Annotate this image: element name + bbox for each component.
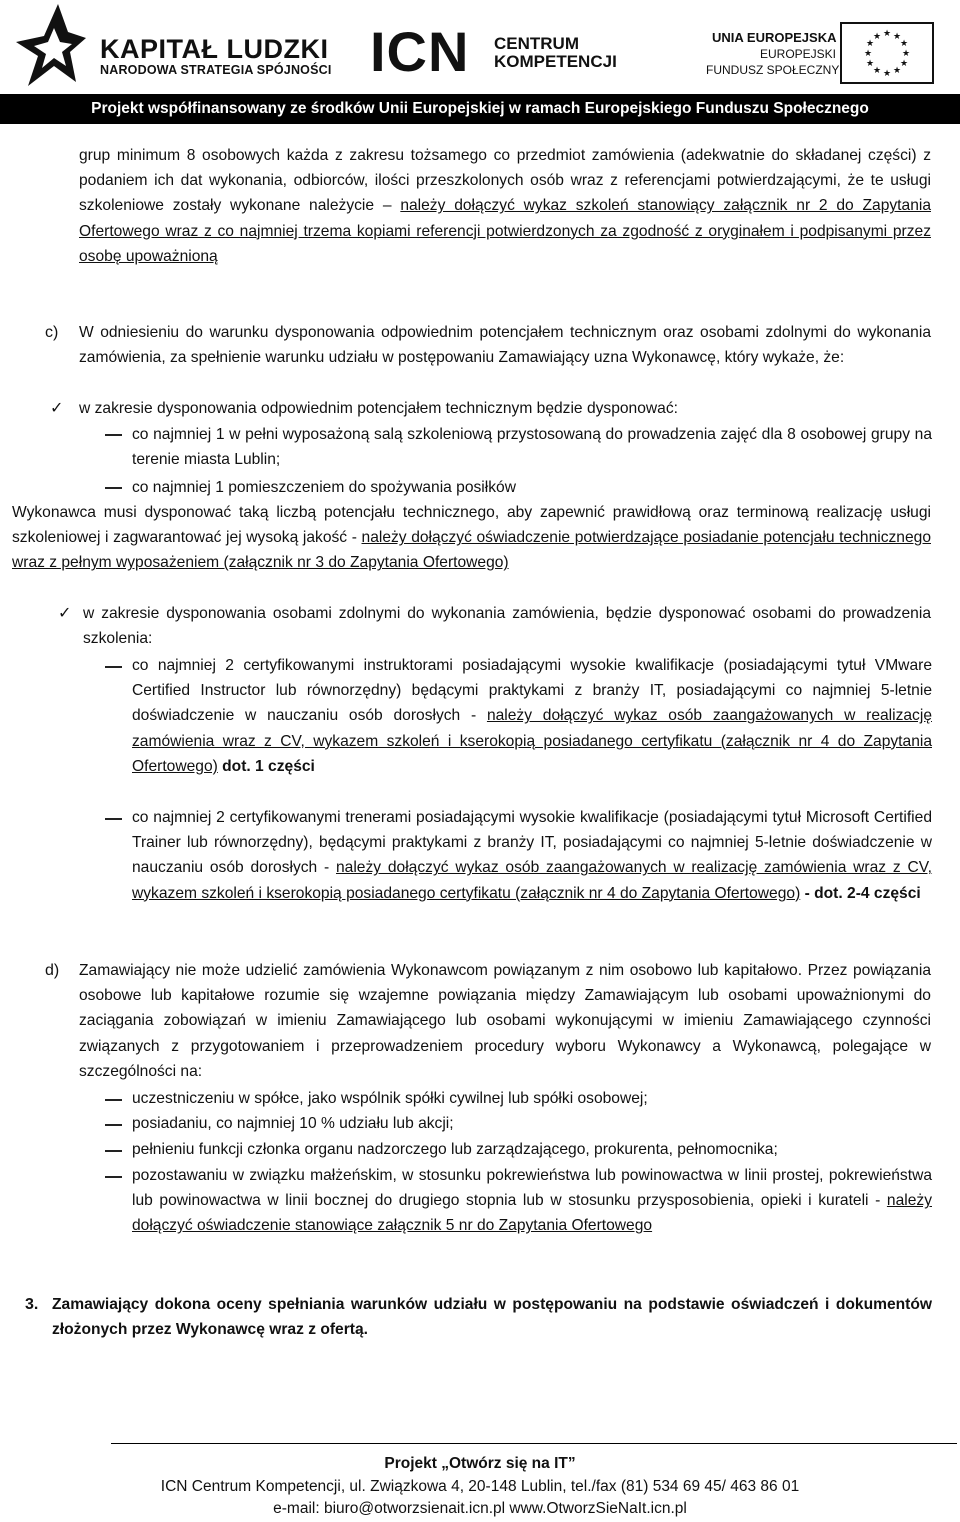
wykonawca-text: Wykonawca musi dysponować taką liczbą potencjału technicznego, aby zapewnić prawidłową oraz terminową realizację usługi szkoleniowej i zagwarantować jej wysoką jakość - <box>12 504 931 547</box>
trainers-requirement: należy dołączyć wykaz osób zaangażowanych w realizację zamówienia wraz z CV, wykazem szkoleń i kserokopią posiadanego certyfikatu (załącznik nr 4 do Zapytania Ofertowego) <box>132 859 933 902</box>
section-d-text: Zamawiający nie może udzielić zamówienia Wykonawcom powiązanym z nim osobowo lub kapitałowo. Przez powiązania osobowe lub kapitałowe rozumie się wzajemne powiązania między Zamawiającym lub osobami upoważnionymi do zaciągania zobowiązań w imieniu Zamawiającego lub osobami wykonującymi w imieniu Zamawiającego czynności związanych z przygotowaniem i przeprowadzeniem procedury wyboru Wykonawcy a Wykonawcą, polegające w szczególności na: <box>79 962 931 1080</box>
ue-subtitle-2: FUNDUSZ SPOŁECZNY <box>706 63 840 77</box>
svg-text:★: ★ <box>899 59 909 69</box>
dash-icon <box>105 434 122 436</box>
svg-text:★: ★ <box>872 32 882 42</box>
wykonawca-paragraph <box>12 500 931 576</box>
d-item-shares: posiadaniu, co najmniej 10 % udziału lub akcji; <box>132 1115 454 1132</box>
svg-text:★: ★ <box>882 69 892 79</box>
instructors-requirement: należy dołączyć wykaz osób zaangażowanych w realizację zamówienia wraz z CV, wykazem szkoleń i kserokopią posiadanego certyfikatu (załącznik nr 4 do Zapytania Ofertowego) <box>132 707 932 775</box>
d-item-board: pełnieniu funkcji członka organu nadzorczego lub zarządzającego, prokurenta, pełnomocnika; <box>132 1141 778 1158</box>
d-item-partner: uczestniczeniu w spółce, jako wspólnik spółki cywilnej lub spółki osobowej; <box>132 1090 648 1107</box>
trainers-text: co najmniej 2 certyfikowanymi trenerami posiadającymi wysokie kwalifikacje (posiadającymi tytuł Microsoft Certified Trainer lub równorzędny), będącymi praktykami z branży IT, posiadającymi co najmniej 5-letnie doświadczenie w nauczaniu osób dorosłych - <box>132 809 932 877</box>
dash-icon <box>105 1176 122 1178</box>
eu-flag-icon <box>840 22 934 84</box>
svg-text:★: ★ <box>901 49 911 59</box>
dash-icon <box>105 818 122 820</box>
instructors-part: dot. 1 części <box>217 757 315 775</box>
relations-text: pozostawaniu w związku małżeńskim, w stosunku pokrewieństwa lub powinowactwa w linii prostej, pokrewieństwa lub powinowactwa w linii bocznej do drugiego stopnia lub w stosunku przysposobienia, opieki i kurateli - <box>132 1167 932 1210</box>
svg-text:★: ★ <box>863 49 873 59</box>
svg-text:★: ★ <box>892 32 902 42</box>
check2-text: w zakresie dysponowania osobami zdolnymi do wykonania zamówienia, będzie dysponować osobami do prowadzenia szkolenia: <box>83 605 931 648</box>
c2-item-trainers <box>132 805 932 906</box>
svg-text:★: ★ <box>899 39 909 49</box>
relations-requirement: należy dołączyć oświadczenie stanowiące załącznik 5 nr do Zapytania Ofertowego <box>132 1192 932 1235</box>
check-icon: ✓ <box>58 605 72 622</box>
svg-text:★: ★ <box>872 66 882 76</box>
dash-icon <box>105 1150 122 1152</box>
svg-text:★: ★ <box>892 66 902 76</box>
instructors-text: co najmniej 2 certyfikowanymi instruktorami posiadającymi wysokie kwalifikacje (posiadającymi tytuł VMware Certified Instructor lub równorzędny) będącymi praktykami z branży IT, posiadającymi co najmniej 5-letnie doświadczenie w nauczaniu osób dorosłych - <box>132 657 932 725</box>
check-icon: ✓ <box>50 400 64 417</box>
dash-icon <box>105 1099 122 1101</box>
svg-text:★: ★ <box>865 39 875 49</box>
dash-icon <box>105 1124 122 1126</box>
section-3-label: 3. <box>25 1296 39 1313</box>
svg-text:★: ★ <box>865 59 875 69</box>
icn-kompetencji-text: KOMPETENCJI <box>494 52 617 71</box>
footer-contact: e-mail: biuro@otworzsienait.icn.pl www.OtworzSieNaIt.icn.pl <box>273 1500 687 1517</box>
footer-project: Projekt „Otwórz się na IT” <box>384 1455 576 1472</box>
references-dash: – <box>374 197 401 215</box>
references-requirement: należy dołączyć wykaz szkoleń stanowiący załącznik nr 2 do Zapytania Ofertowego wraz z co najmniej trzema kopiami referencji potwierdzonych za zgodność z oryginałem i podpisanymi przez osobę upoważnioną <box>79 197 931 265</box>
icn-logo-text: ICN <box>370 20 470 83</box>
check1-text: w zakresie dysponowania odpowiednim potencjałem technicznym będzie dysponować: <box>79 400 678 417</box>
dash-icon <box>105 487 122 489</box>
references-text: grup minimum 8 osobowych każda z zakresu tożsamego co przedmiot zamówienia (adekwatnie do składanej części) z podaniem ich dat wykonania, odbiorców, ilości przeszkolonych osób wraz z referencjami potwierdzającymi, że te usługi szkoleniowe zostały wykonane należycie <box>79 147 931 215</box>
wykonawca-requirement: należy dołączyć oświadczenie potwierdzające posiadanie potencjału technicznego wraz z pełnym wyposażeniem (załącznik nr 3 do Zapytania Ofertowego) <box>12 529 931 572</box>
ue-title: UNIA EUROPEJSKA <box>712 30 837 45</box>
kapital-ludzki-star-logo <box>14 2 86 90</box>
ue-subtitle-1: EUROPEJSKI <box>760 47 837 61</box>
icn-centrum-text: CENTRUM <box>494 34 579 53</box>
section-c-text: W odniesieniu do warunku dysponowania odpowiednim potencjałem technicznym oraz osobami zdolnymi do wykonania zamówienia, za spełnienie warunku udziału w postępowaniu Zamawiający uzna Wykonawcę, który wykaże, że: <box>79 324 931 367</box>
footer-address: ICN Centrum Kompetencji, ul. Związkowa 4, 20-148 Lublin, tel./fax (81) 534 69 45/ 463 86 01 <box>160 1478 800 1495</box>
svg-text:★: ★ <box>882 29 892 39</box>
paragraph-references <box>79 143 931 269</box>
c1-item-dining: co najmniej 1 pomieszczeniem do spożywania posiłków <box>132 479 516 496</box>
d-item-relations <box>132 1163 932 1239</box>
kapital-ludzki-title: KAPITAŁ LUDZKI <box>100 34 329 64</box>
c1-item-room: co najmniej 1 w pełni wyposażoną salą szkoleniową przystosowaną do prowadzenia zajęć dla 8 osobowej grupy na terenie miasta Lublin; <box>132 426 932 469</box>
section-3-text: Zamawiający dokona oceny spełniania warunków udziału w postępowaniu na podstawie oświadczeń i dokumentów złożonych przez Wykonawcę wraz z ofertą. <box>52 1296 932 1339</box>
section-d-label: d) <box>45 962 60 979</box>
trainers-part: - dot. 2-4 części <box>800 884 921 902</box>
cofinancing-banner: Projekt współfinansowany ze środków Unii Europejskiej w ramach Europejskiego Funduszu Społecznego <box>0 94 960 124</box>
page-header <box>0 0 960 125</box>
kapital-ludzki-subtitle: NARODOWA STRATEGIA SPÓJNOŚCI <box>100 63 332 77</box>
section-c-label: c) <box>45 324 59 341</box>
dash-icon <box>105 666 122 668</box>
c2-item-instructors <box>132 653 932 779</box>
footer-divider <box>111 1443 957 1444</box>
